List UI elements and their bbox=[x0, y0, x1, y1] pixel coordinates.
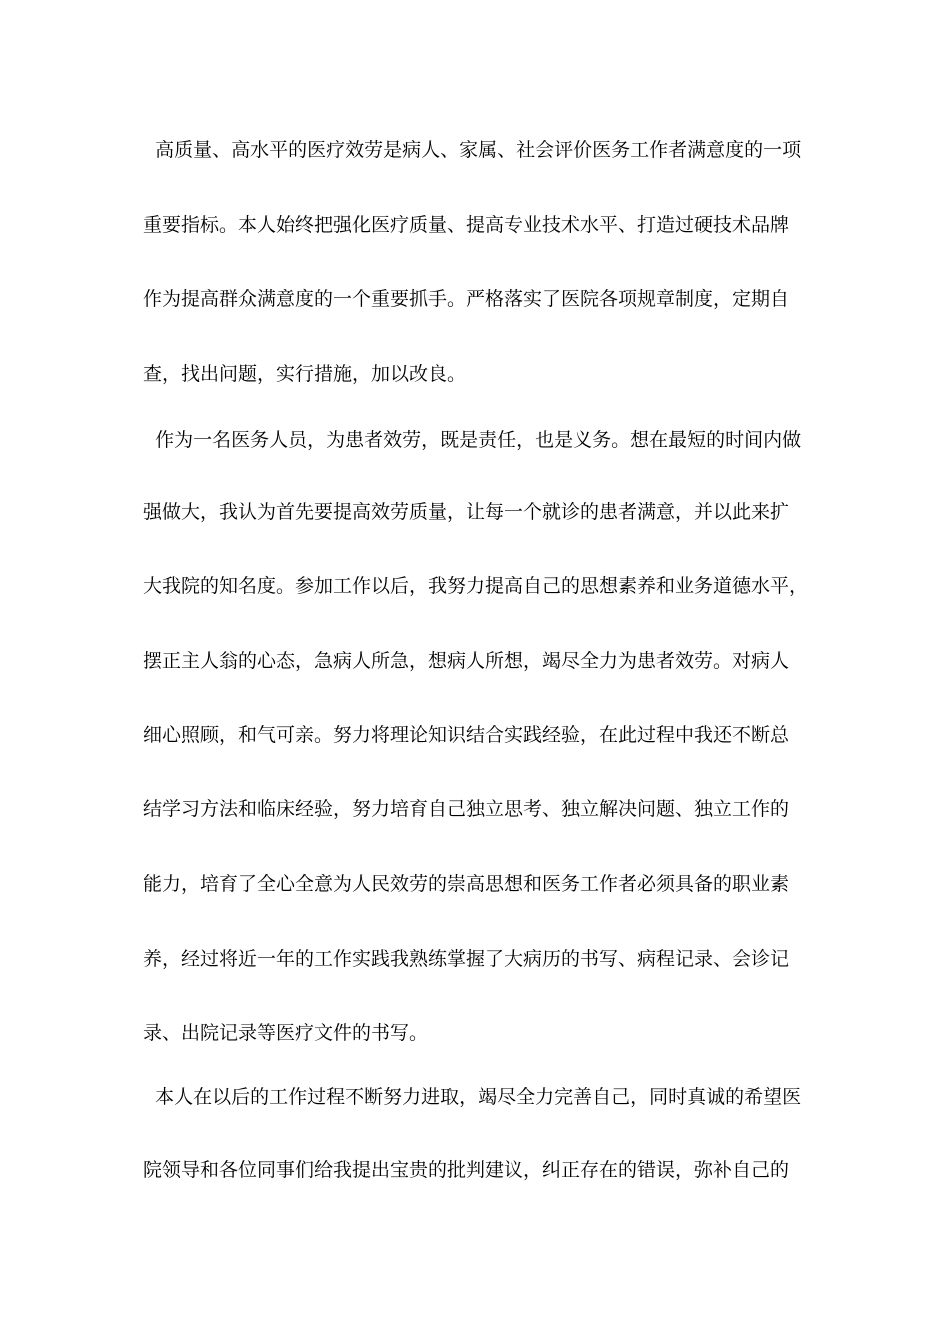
text-line: 本人在以后的工作过程不断努力进取，竭尽全力完善自己，同时真诚的希望医 bbox=[143, 1086, 802, 1108]
text-line: 细心照顾，和气可亲。努力将理论知识结合实践经验，在此过程中我还不断总 bbox=[143, 724, 790, 746]
text-line: 摆正主人翁的心态，急病人所急，想病人所想，竭尽全力为患者效劳。对病人 bbox=[143, 650, 790, 672]
text-line: 结学习方法和临床经验，努力培育自己独立思考、独立解决问题、独立工作的 bbox=[143, 798, 790, 820]
text-line: 能力，培育了全心全意为人民效劳的崇高思想和医务工作者必须具备的职业素 bbox=[143, 873, 790, 895]
text-line: 高质量、高水平的医疗效劳是病人、家属、社会评价医务工作者满意度的一项 bbox=[143, 139, 802, 161]
text-line: 重要指标。本人始终把强化医疗质量、提高专业技术水平、打造过硬技术品牌 bbox=[143, 214, 790, 236]
text-line: 大我院的知名度。参加工作以后，我努力提高自己的思想素养和业务道德水平， bbox=[143, 575, 808, 597]
text-line: 强做大，我认为首先要提高效劳质量，让每一个就诊的患者满意，并以此来扩 bbox=[143, 501, 790, 523]
text-line: 查，找出问题，实行措施，加以改良。 bbox=[143, 363, 467, 385]
text-line: 作为提高群众满意度的一个重要抓手。严格落实了医院各项规章制度，定期自 bbox=[143, 288, 790, 310]
text-line: 院领导和各位同事们给我提出宝贵的批判建议，纠正存在的错误，弥补自己的 bbox=[143, 1159, 790, 1181]
text-line: 作为一名医务人员，为患者效劳，既是责任，也是义务。想在最短的时间内做 bbox=[143, 429, 802, 451]
text-line: 录、出院记录等医疗文件的书写。 bbox=[143, 1022, 429, 1044]
text-line: 养，经过将近一年的工作实践我熟练掌握了大病历的书写、病程记录、会诊记 bbox=[143, 948, 790, 970]
